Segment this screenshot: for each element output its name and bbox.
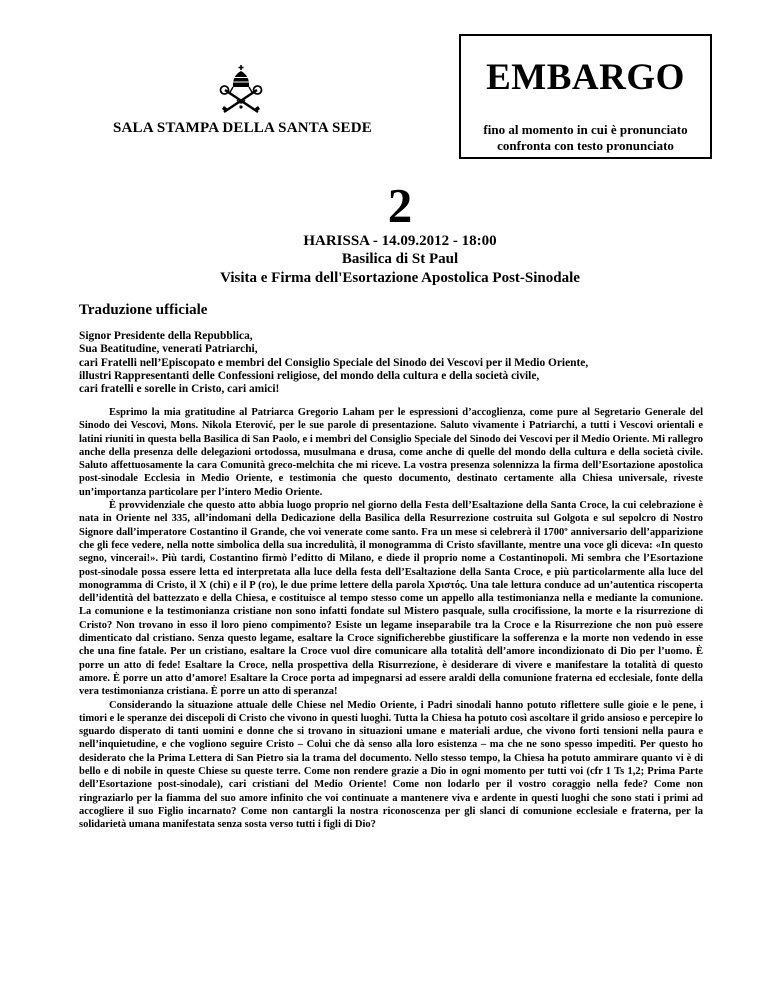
embargo-condition: fino al momento in cui è pronunciato xyxy=(483,122,688,137)
office-name: SALA STAMPA DELLA SANTA SEDE xyxy=(112,120,372,136)
greetings xyxy=(79,330,588,396)
greeting-line: illustri Rappresentanti delle Confessioni religiose, del mondo della cultura e della società civile, xyxy=(79,369,540,382)
venue: Basilica di St Paul xyxy=(341,251,459,267)
paragraph: Esprimo la mia gratitudine al Patriarca Gregorio Laham per le espressioni d’accoglienza, come pure al Segretario Generale del Sinodo dei Vescovi, Mons. Nikola Eterović, per le sue parole di presentazione. Saluto vivamente i Patriarchi, a tutti i Vescovi orientali e latini riuniti in questa bella Basilica di San Paolo, e i membri del Consiglio Speciale del Sinodo dei Vescovi per il Medio Oriente. Mi rallegro anche della presenza delle delegazioni ortodossa, musulmana e drusa, come anche di quelle del mondo della cultura e della società civile. Saluto affettuosamente la cara Comunità greco-melchita che mi riceve. La vostra presenza solennizza la firma dell’Esortazione apostolica post-sinodale Ecclesia in Medio Oriente, e testimonia che questo documento, destinato certamente alla Chiesa universale, riveste un’importanza particolare per l’intero Medio Oriente. xyxy=(79,407,703,498)
document-number: 2 xyxy=(387,178,413,233)
greeting-line: cari Fratelli nell’Episcopato e membri del Consiglio Speciale del Sinodo dei Vescovi per il Medio Oriente, xyxy=(79,356,589,369)
greeting-line: cari fratelli e sorelle in Cristo, cari amici! xyxy=(79,383,280,396)
greeting-line: Signor Presidente della Repubblica, xyxy=(79,330,253,342)
embargo-note: confronta con testo pronunciato xyxy=(497,138,674,153)
event-title: Visita e Firma dell'Esortazione Apostolica Post-Sinodale xyxy=(220,270,580,286)
greeting-line: Sua Beatitudine, venerati Patriarchi, xyxy=(79,343,258,356)
speech-body xyxy=(79,406,703,832)
translation-label: Traduzione ufficiale xyxy=(79,302,208,318)
paragraph: È provvidenziale che questo atto abbia luogo proprio nel giorno della Festa dell’Esaltazione della Santa Croce, la cui celebrazione è nata in Oriente nel 335, all’indomani della Dedicazione della Basilica della Resurrezione costruita sul Golgota e sul sepolcro di Nostro Signore dall’imperatore Costantino il Grande, che voi venerate come santo. Fra un mese si celebrerà il 1700º anniversario dell’apparizione che gli fece vedere, nella notte simbolica della sua incredulità, il monogramma di Cristo sfavillante, mentre una voce gli diceva: «In questo segno, vincerai!». Più tardi, Costantino firmò l’editto di Milano, e diede il proprio nome a Costantinopoli. Mi sembra che l’Esortazione post-sinodale possa essere letta ed interpretata alla luce della festa dell’Esaltazione della Santa Croce, e più particolarmente alla luce del monogramma di Cristo, il X (chi) e il P (ro), le due prime lettere della parola Χριστός. Una tale lettura conduce ad un’autentica riscoperta dell’identità del battezzato e della Chiesa, e costituisce al tempo stesso come un appello alla testimonianza nella e mediante la comunione. La comunione e la testimonianza cristiane non sono infatti fondate sul Mistero pasquale, sulla crocifissione, la morte e la risurrezione di Cristo? Non trovano in esso il loro pieno compimento? Esiste un legame inseparabile tra la Croce e la Risurrezione che non può essere dimenticato dal cristiano. Senza questo legame, esaltare la Croce significherebbe giustificare la sofferenza e la morte non vedendo in esse che una fine fatale. Per un cristiano, esaltare la Croce vuol dire comunicare alla totalità dell’amore incondizionato di Dio per l’uomo. È porre un atto di fede! Esaltare la Croce, nella prospettiva della Risurrezione, è desiderare di vivere e manifestare la totalità di questo amore. È porre un atto d’amore! Esaltare la Croce porta ad impegnarsi ad essere araldi della comunione fraterna ed ecclesiale, fonte della vera testimonianza cristiana. È porre un atto di speranza! xyxy=(79,500,703,698)
paragraph: Considerando la situazione attuale delle Chiese nel Medio Oriente, i Padri sinodali hanno potuto riflettere sulle gioie e le pene, i timori e le speranze dei discepoli di Cristo che vivono in questi luoghi. Tutta la Chiesa ha potuto così ascoltare il grido ansioso e percepire lo sguardo disperato di tanti uomini e donne che si trovano in situazioni umane e materiali ardue, che vivono forti tensioni nella paura e nell’inquietudine, e che vogliono seguire Cristo – Colui che dà senso alla loro esistenza – ma che ne sono spesso impediti. Per questo ho desiderato che la Prima Lettera di San Pietro sia la trama del documento. Nello stesso tempo, la Chiesa ha potuto ammirare quanto vi è di bello e di nobile in queste Chiese su queste terre. Come non rendere grazie a Dio in ogni momento per tutti voi (cfr 1 Ts 1,2; Prima Parte dell’Esortazione post-sinodale), cari cristiani del Medio Oriente! Come non lodarlo per il vostro coraggio nella fede? Come non ringraziarlo per la fiamma del suo amore infinito che voi continuate a mantenere viva e ardente in questi luoghi che sono stati i primi ad accogliere il suo Figlio incarnato? Come non cantargli la nostra riconoscenza per gli slanci di comunione ecclesiale e fraterna, per la solidarietà umana manifestata senza sosta verso tutti i figli di Dio? xyxy=(79,699,703,831)
embargo-box xyxy=(459,34,712,159)
papal-emblem-icon xyxy=(213,62,269,118)
embargo-title: EMBARGO xyxy=(486,57,685,98)
place-date-time: HARISSA - 14.09.2012 - 18:00 xyxy=(303,233,497,249)
